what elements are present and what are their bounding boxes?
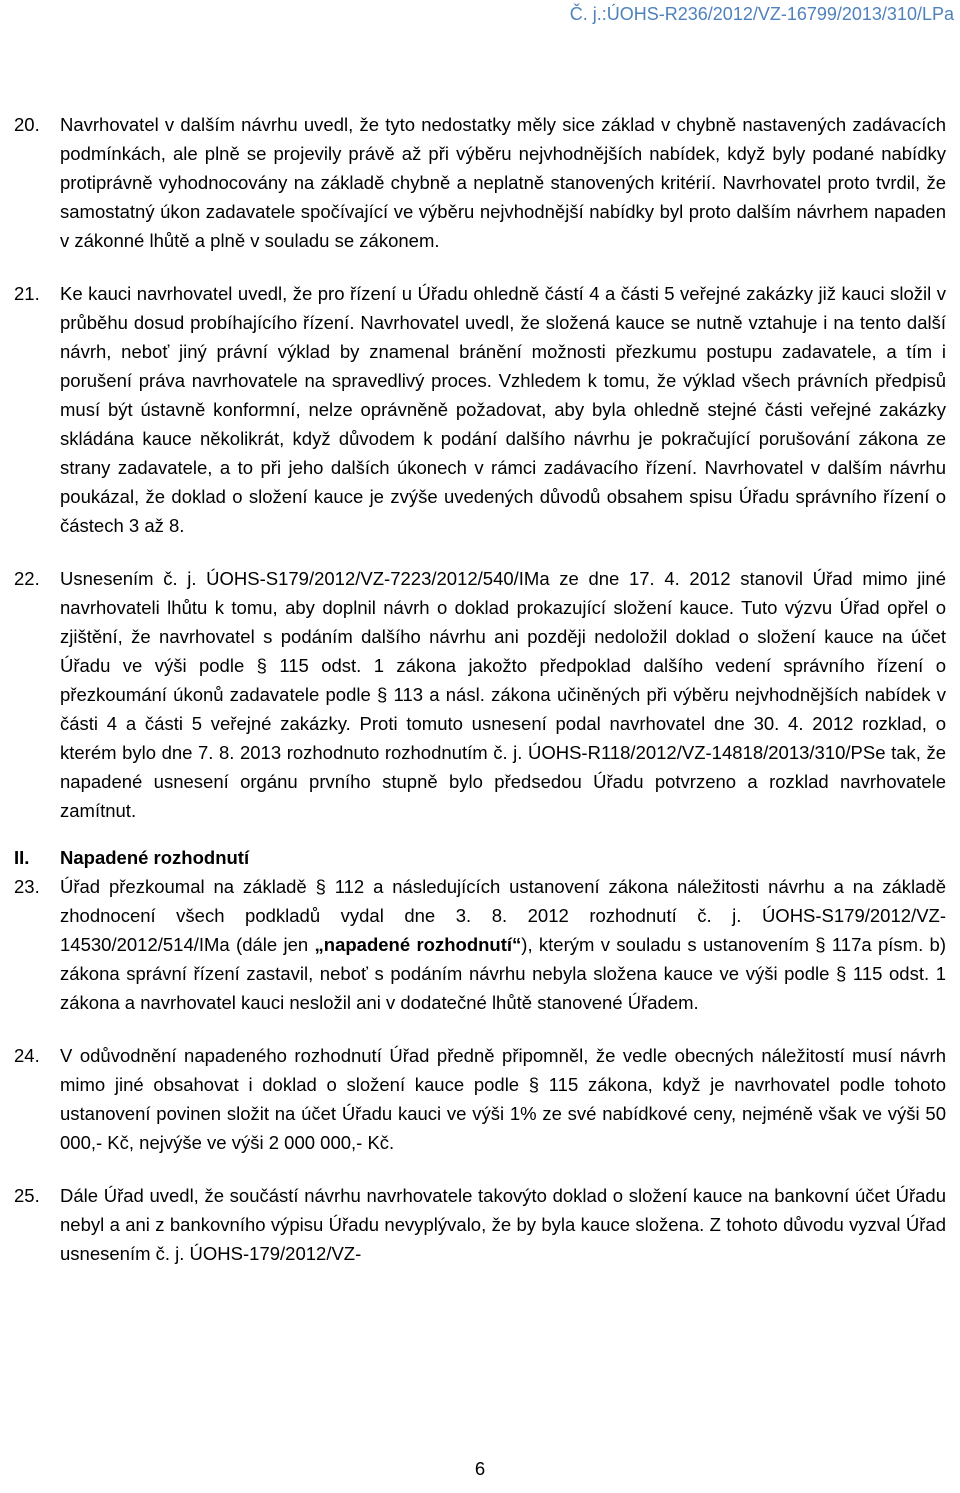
paragraph-text: V odůvodnění napadeného rozhodnutí Úřad předně připomněl, že vedle obecných náležitostí musí návrh mimo jiné obsahovat i doklad o složení kauce podle § 115 zákona, když je navrhovatel podle tohoto ustanovení povinen složit na účet Úřadu kauci ve výši 1% ze své nabídkové ceny, nejméně však ve výši 50 000,- Kč, nejvýše ve výši 2 000 000,- Kč. <box>60 1045 946 1153</box>
paragraph-21 <box>14 279 946 540</box>
defined-term: „napadené rozhodnutí“ <box>314 934 522 955</box>
paragraph-text-part-1: Úřad přezkoumal na základě § 112 a následujících ustanovení zákona náležitosti návrhu a na základě zhodnocení všech podkladů vydal dne 3. 8. 2012 rozhodnutí č. j. ÚOHS-S179/2012/VZ-14530/2012/514/IMa (dále jen <box>60 876 946 955</box>
paragraph-number: 23. <box>14 876 40 897</box>
paragraph-text-part-2: ), kterým v souladu s ustanovením § 117a písm. b) zákona správní řízení zastavil, neboť s podáním návrhu nebyla složena kauce ve výši podle § 115 odst. 1 zákona a navrhovatel kauci nesložil ani v dodatečné lhůtě stanovené Úřadem. <box>60 934 946 1013</box>
section-heading <box>14 843 946 872</box>
paragraph-20 <box>14 110 946 255</box>
paragraph-25 <box>14 1181 946 1268</box>
paragraph-number: 20. <box>14 114 40 135</box>
paragraph-number: 22. <box>14 568 40 589</box>
paragraph-text: Navrhovatel v dalším návrhu uvedl, že tyto nedostatky měly sice základ v chybně nastavených zadávacích podmínkách, ale plně se projevily právě až při výběru nejvhodnějších nabídek, když byly podané nabídky protiprávně vyhodnocovány na základě chybně a neplatně stanovených kritérií. Navrhovatel proto tvrdil, že samostatný úkon zadavatele spočívající ve výběru nejvhodnější nabídky byl proto dalším návrhem napaden v zákonné lhůtě a plně v souladu se zákonem. <box>60 114 946 251</box>
paragraph-number: 21. <box>14 283 40 304</box>
paragraph-24 <box>14 1041 946 1157</box>
paragraph-text: Dále Úřad uvedl, že součástí návrhu navrhovatele takovýto doklad o složení kauce na bankovní účet Úřadu nebyl a ani z bankovního výpisu Úřadu nevyplývalo, že by byla kauce složena. Z tohoto důvodu vyzval Úřad usnesením č. j. ÚOHS-179/2012/VZ- <box>60 1185 946 1264</box>
document-body <box>14 110 946 1292</box>
paragraph-text: Usnesením č. j. ÚOHS-S179/2012/VZ-7223/2012/540/IMa ze dne 17. 4. 2012 stanovil Úřad mimo jiné navrhovateli lhůtu k tomu, aby doplnil návrh o doklad prokazující složení kauce. Tuto výzvu Úřad opřel o zjištění, že navrhovatel s podáním dalšího návrhu ani později nedoložil doklad o složení kauce na účet Úřadu ve výši podle § 115 odst. 1 zákona jakožto předpoklad dalšího vedení správního řízení o přezkoumání úkonů zadavatele podle § 113 a násl. zákona učiněných při výběru nejvhodnějších nabídek v části 4 a části 5 veřejné zakázky. Proti tomuto usnesení podal navrhovatel dne 30. 4. 2012 rozklad, o kterém bylo dne 7. 8. 2013 rozhodnuto rozhodnutím č. j. ÚOHS-R118/2012/VZ-14818/2013/310/PSe tak, že napadené usnesení orgánu prvního stupně bylo předsedou Úřadu potvrzeno a rozklad navrhovatele zamítnut. <box>60 568 946 821</box>
section-title: Napadené rozhodnutí <box>60 847 250 868</box>
document-reference-header: Č. j.:ÚOHS-R236/2012/VZ-16799/2013/310/LPa <box>569 4 954 24</box>
page-number: 6 <box>474 1458 486 1479</box>
paragraph-22 <box>14 564 946 825</box>
paragraph-number: 25. <box>14 1185 40 1206</box>
paragraph-number: 24. <box>14 1045 40 1066</box>
paragraph-23 <box>14 872 946 1017</box>
paragraph-text: Ke kauci navrhovatel uvedl, že pro řízení u Úřadu ohledně částí 4 a části 5 veřejné zakázky již kauci složil v průběhu dosud probíhajícího řízení. Navrhovatel uvedl, že složená kauce se nutně vztahuje i na tento další návrh, neboť jiný právní výklad by znamenal bránění možnosti přezkumu postupu zadavatele, a tím i porušení práva navrhovatele na spravedlivý proces. Vzhledem k tomu, že výklad všech právních předpisů musí být ústavně konformní, nelze oprávněně požadovat, aby byla ohledně stejné části veřejné zakázky skládána kauce několikrát, když důvodem k podání dalšího návrhu je pokračující porušování zákona ze strany zadavatele, a to při jeho dalších úkonech v rámci zadávacího řízení. Navrhovatel v dalším návrhu poukázal, že doklad o složení kauce je zvýše uvedených důvodů obsahem spisu Úřadu správního řízení o částech 3 až 8. <box>60 283 946 536</box>
section-number: II. <box>14 847 30 868</box>
